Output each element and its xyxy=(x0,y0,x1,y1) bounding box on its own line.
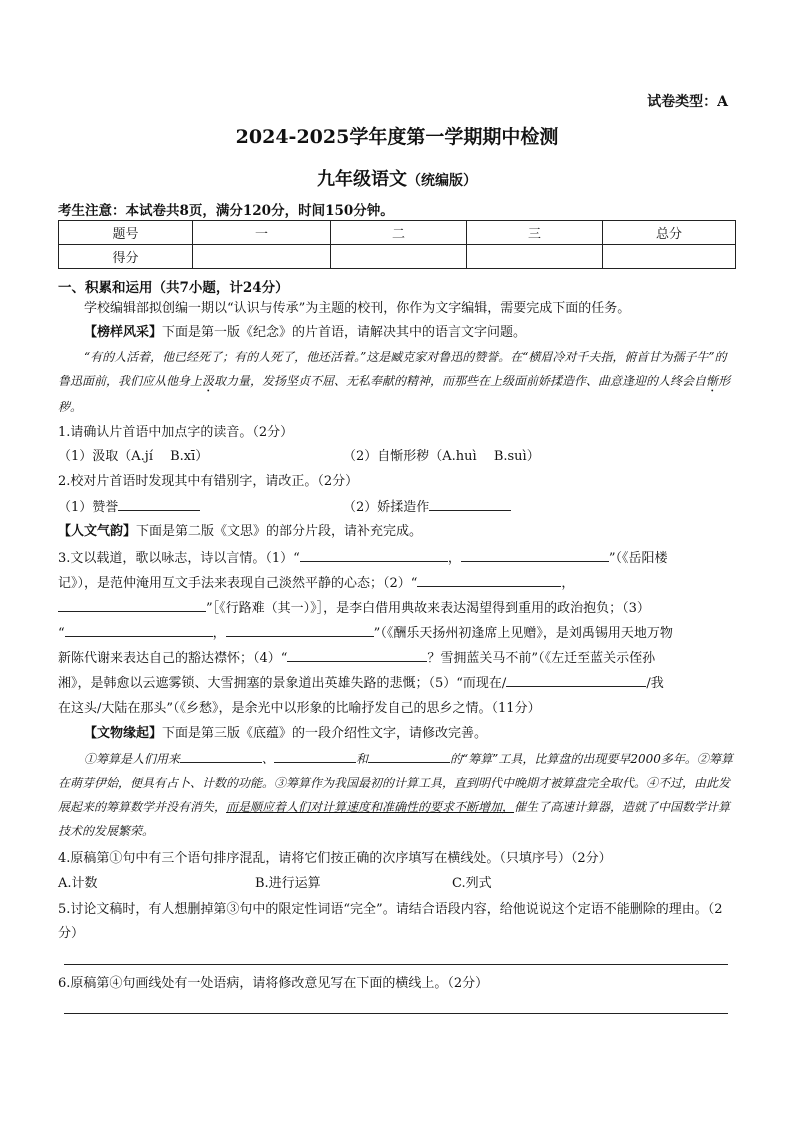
subject-name: 九年级语文 xyxy=(317,169,407,190)
underlined-sentence: 而是顺应着人们对计算速度和准确性的要求不断增加， xyxy=(226,800,515,814)
passage-text: 催生了高速计算器，造就了中国数学计算技术的发展繁荣。 xyxy=(58,800,731,838)
question-4-options xyxy=(58,872,734,896)
part-instruction: 下面是第二版《文思》的部分片段，请补充完成。 xyxy=(136,524,423,539)
item-label: （1）赞誉 xyxy=(58,500,119,515)
part-instruction: 下面是第一版《纪念》的片首语，请解决其中的语言文字问题。 xyxy=(162,325,527,340)
exam-title: 2024-2025学年度第一学期期中检测 xyxy=(235,126,559,148)
answer-blank[interactable] xyxy=(274,748,356,763)
option: A.计数 xyxy=(58,876,98,891)
answer-blank[interactable] xyxy=(417,572,561,587)
passage-text: ①筹算是人们用来 xyxy=(84,752,181,766)
section-intro: 学校编辑部拟创编一期以“认识与传承”为主题的校刊，你作为文字编辑，需要完成下面的任务。 xyxy=(84,301,631,316)
answer-blank[interactable] xyxy=(58,597,206,612)
score-table-header-row xyxy=(59,221,736,245)
score-header-cell: 三 xyxy=(467,221,603,245)
answer-blank[interactable] xyxy=(300,547,448,562)
passage3 xyxy=(58,747,734,843)
question-4: 4.原稿第①句中有三个语句排序混乱，请将它们按正确的次序填写在横线处。（只填序号）（2分） xyxy=(58,851,612,866)
option: （1）汲取（A.jí B.xī） xyxy=(58,449,209,464)
q3-text: ， xyxy=(561,576,575,591)
q3-text: ， xyxy=(212,626,226,641)
q3-text: /我 xyxy=(646,676,664,691)
question-6: 6.原稿第④句画线处有一处语病，请将修改意见写在下面的横线上。（2分） xyxy=(58,976,489,991)
answer-line[interactable] xyxy=(64,1013,728,1014)
q3-text: ”（《岳阳楼 xyxy=(608,551,668,566)
q3-text: 新陈代谢来表达自己的豁达襟怀；（4）“ xyxy=(58,651,288,666)
option: （2）自惭形秽（A.huì B.suì） xyxy=(343,449,540,464)
q3-text: 记》），是范仲淹用互文手法来表现自己淡然平静的心态；（2）“ xyxy=(58,576,418,591)
q3-text: 在这头/大陆在那头”（《乡愁》，是余光中以形象的比喻抒发自己的思乡之情。（11分） xyxy=(58,701,541,716)
score-table xyxy=(58,220,736,269)
paper-type-label: 试卷类型：A xyxy=(647,94,728,110)
answer-blank[interactable] xyxy=(118,496,200,511)
score-cell[interactable] xyxy=(193,245,331,269)
passage-text: 的“筹算”工具，比算盘的出现要早2000 xyxy=(450,752,661,766)
q3-text: ？雪拥蓝关马不前”（《左迁至蓝关示侄孙 xyxy=(427,651,656,666)
answer-blank[interactable] xyxy=(65,622,213,637)
option: C.列式 xyxy=(452,876,492,891)
q3-text: 湘》，是韩愈以云遮雾锁、大雪拥塞的景象道出英雄失路的悲慨；（5）“而现在/ xyxy=(58,676,507,691)
passage-text: 、 xyxy=(262,752,275,766)
option: B.进行运算 xyxy=(255,876,321,891)
answer-line[interactable] xyxy=(64,964,728,965)
score-table-row xyxy=(59,245,736,269)
score-header-cell: 二 xyxy=(331,221,467,245)
question-5: 5.讨论文稿时，有人想删掉第③句中的限定性词语“完全”。请结合语段内容，给他说说这个定语不能删除的理由。（2分） xyxy=(58,902,723,941)
part-tag: 【榜样风采】 xyxy=(84,325,163,340)
question-1-options xyxy=(58,445,734,469)
question-2: 2.校对片首语时发现其中有错别字，请改正。（2分） xyxy=(58,474,359,489)
passage-text: 多年。②筹算在萌芽伊始，便具有占卜、计数的功能。③筹算作为我国最初的计算工具，直到明代中晚期才被算盘完全取代。④不过，由此发展起来的筹算数学并没有消失， xyxy=(58,752,733,814)
score-row-label: 得分 xyxy=(59,245,193,269)
part2-header xyxy=(58,520,734,544)
question-2-items xyxy=(58,496,734,520)
score-cell[interactable] xyxy=(467,245,603,269)
answer-blank[interactable] xyxy=(180,748,262,763)
score-header-cell: 一 xyxy=(193,221,331,245)
answer-blank[interactable] xyxy=(287,647,427,662)
passage-text: 取力量，发扬坚贞不屈、无私奉献的精神，而那些在上级面前娇揉造作、曲意逢迎的人终会自 xyxy=(214,374,707,388)
passage1 xyxy=(58,345,734,419)
score-cell[interactable] xyxy=(603,245,736,269)
q3-text: “ xyxy=(58,626,65,641)
section-heading: 一、积累和运用（共7小题，计24分） xyxy=(58,280,289,296)
passage-text: 和 xyxy=(356,752,369,766)
item-label: （2）娇揉造作 xyxy=(343,500,430,515)
question-3 xyxy=(58,546,734,721)
q3-text: ”［《行路难（其一）》］，是李白借用典故来表达渴望得到重用的政治抱负；（3） xyxy=(206,601,650,616)
answer-blank[interactable] xyxy=(368,748,450,763)
q3-text: ， xyxy=(447,551,461,566)
part-tag: 【人文气韵】 xyxy=(58,524,137,539)
part3-header xyxy=(58,722,734,746)
answer-blank[interactable] xyxy=(226,622,374,637)
score-header-cell: 总分 xyxy=(603,221,736,245)
edition-label: （统编版） xyxy=(407,173,477,189)
passage-text: 形秽。 xyxy=(58,374,731,414)
score-header-cell: 题号 xyxy=(59,221,193,245)
question-1: 1.请确认片首语中加点字的读音。（2分） xyxy=(58,425,294,440)
answer-blank[interactable] xyxy=(461,547,609,562)
q3-text: ”（《酬乐天扬州初逢席上见赠》，是刘禹锡用天地万物 xyxy=(373,626,673,641)
candidate-notice: 考生注意：本试卷共8页，满分120分，时间150分钟。 xyxy=(58,203,394,219)
answer-blank[interactable] xyxy=(506,672,646,687)
part1-header xyxy=(58,321,734,345)
score-cell[interactable] xyxy=(331,245,467,269)
passage-text: “有的人活着，他已经死了；有的人死了，他还活着。”这是臧克家对鲁迅的赞誉。在“横眉冷对千夫指，俯首甘为孺子牛”的鲁迅面前，我们应从他身上 xyxy=(58,350,727,388)
answer-blank[interactable] xyxy=(429,496,511,511)
part-instruction: 下面是第三版《底蕴》的一段介绍性文字，请修改完善。 xyxy=(162,726,488,741)
dotted-char: 汲 xyxy=(202,374,215,388)
exam-subtitle xyxy=(0,165,794,191)
dotted-char: 惭 xyxy=(706,374,719,388)
part-tag: 【文物缘起】 xyxy=(84,726,163,741)
q3-text: 3.文以载道，歌以咏志，诗以言情。（1）“ xyxy=(58,551,300,566)
